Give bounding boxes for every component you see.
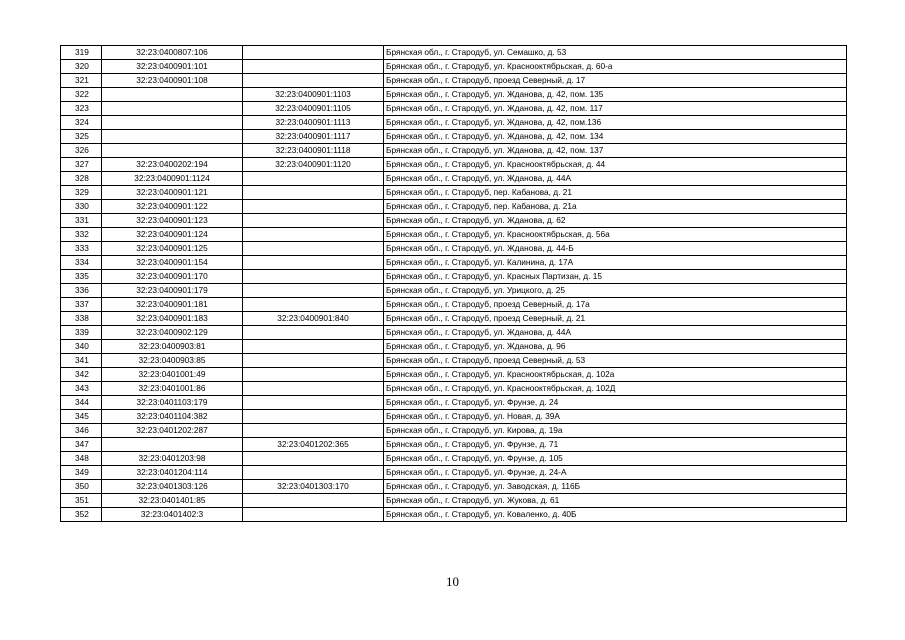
premises-cadastral-number-cell: 32:23:0400901:840 <box>243 312 384 326</box>
cadastral-number-cell: 32:23:0400902:129 <box>102 326 243 340</box>
address-cell: Брянская обл., г. Стародуб, ул. Жданова, д. 44А <box>384 172 847 186</box>
registry-table <box>60 45 847 522</box>
premises-cadastral-number-cell: 32:23:0400901:1118 <box>243 144 384 158</box>
address-cell: Брянская обл., г. Стародуб, ул. Краснооктябрьская, д. 102Д <box>384 382 847 396</box>
address-cell: Брянская обл., г. Стародуб, ул. Новая, д. 39А <box>384 410 847 424</box>
premises-cadastral-number-cell <box>243 172 384 186</box>
cadastral-number-cell <box>102 88 243 102</box>
table-row <box>61 284 847 298</box>
premises-cadastral-number-cell <box>243 396 384 410</box>
premises-cadastral-number-cell <box>243 382 384 396</box>
address-cell: Брянская обл., г. Стародуб, ул. Фрунзе, д. 71 <box>384 438 847 452</box>
table-row <box>61 102 847 116</box>
cadastral-number-cell: 32:23:0400901:123 <box>102 214 243 228</box>
row-number-cell: 328 <box>61 172 102 186</box>
cadastral-number-cell: 32:23:0400807:106 <box>102 46 243 60</box>
table-row <box>61 382 847 396</box>
cadastral-number-cell: 32:23:0401204:114 <box>102 466 243 480</box>
premises-cadastral-number-cell <box>243 340 384 354</box>
cadastral-number-cell: 32:23:0400901:181 <box>102 298 243 312</box>
address-cell: Брянская обл., г. Стародуб, ул. Жданова, д. 62 <box>384 214 847 228</box>
row-number-cell: 331 <box>61 214 102 228</box>
address-cell: Брянская обл., г. Стародуб, ул. Жданова, д. 96 <box>384 340 847 354</box>
row-number-cell: 344 <box>61 396 102 410</box>
cadastral-number-cell: 32:23:0401303:126 <box>102 480 243 494</box>
address-cell: Брянская обл., г. Стародуб, ул. Кирова, д. 19а <box>384 424 847 438</box>
table-row <box>61 228 847 242</box>
address-cell: Брянская обл., г. Стародуб, ул. Коваленко, д. 40Б <box>384 508 847 522</box>
row-number-cell: 329 <box>61 186 102 200</box>
premises-cadastral-number-cell <box>243 452 384 466</box>
table-row <box>61 396 847 410</box>
cadastral-number-cell <box>102 130 243 144</box>
cadastral-number-cell: 32:23:0400901:108 <box>102 74 243 88</box>
row-number-cell: 322 <box>61 88 102 102</box>
address-cell: Брянская обл., г. Стародуб, ул. Фрунзе, д. 24 <box>384 396 847 410</box>
cadastral-number-cell: 32:23:0401103:179 <box>102 396 243 410</box>
table-row <box>61 508 847 522</box>
cadastral-number-cell <box>102 102 243 116</box>
cadastral-number-cell: 32:23:0400901:179 <box>102 284 243 298</box>
address-cell: Брянская обл., г. Стародуб, ул. Калинина, д. 17А <box>384 256 847 270</box>
cadastral-number-cell: 32:23:0400901:121 <box>102 186 243 200</box>
premises-cadastral-number-cell: 32:23:0401303:170 <box>243 480 384 494</box>
table-row <box>61 116 847 130</box>
row-number-cell: 340 <box>61 340 102 354</box>
premises-cadastral-number-cell: 32:23:0400901:1103 <box>243 88 384 102</box>
row-number-cell: 336 <box>61 284 102 298</box>
address-cell: Брянская обл., г. Стародуб, ул. Жданова, д. 44А <box>384 326 847 340</box>
row-number-cell: 337 <box>61 298 102 312</box>
row-number-cell: 341 <box>61 354 102 368</box>
table-row <box>61 214 847 228</box>
cadastral-number-cell: 32:23:0400202:194 <box>102 158 243 172</box>
premises-cadastral-number-cell <box>243 242 384 256</box>
address-cell: Брянская обл., г. Стародуб, ул. Фрунзе, д. 24-А <box>384 466 847 480</box>
row-number-cell: 343 <box>61 382 102 396</box>
table-row <box>61 340 847 354</box>
cadastral-number-cell: 32:23:0400901:124 <box>102 228 243 242</box>
table-row <box>61 312 847 326</box>
premises-cadastral-number-cell <box>243 326 384 340</box>
table-row <box>61 270 847 284</box>
address-cell: Брянская обл., г. Стародуб, ул. Жукова, д. 61 <box>384 494 847 508</box>
cadastral-number-cell: 32:23:0400901:183 <box>102 312 243 326</box>
row-number-cell: 327 <box>61 158 102 172</box>
table-row <box>61 452 847 466</box>
cadastral-number-cell: 32:23:0400901:154 <box>102 256 243 270</box>
row-number-cell: 347 <box>61 438 102 452</box>
premises-cadastral-number-cell <box>243 186 384 200</box>
premises-cadastral-number-cell <box>243 270 384 284</box>
row-number-cell: 323 <box>61 102 102 116</box>
premises-cadastral-number-cell <box>243 494 384 508</box>
premises-cadastral-number-cell <box>243 284 384 298</box>
premises-cadastral-number-cell <box>243 424 384 438</box>
address-cell: Брянская обл., г. Стародуб, ул. Жданова, д. 42, пом. 134 <box>384 130 847 144</box>
address-cell: Брянская обл., г. Стародуб, ул. Краснооктябрьская, д. 102а <box>384 368 847 382</box>
address-cell: Брянская обл., г. Стародуб, ул. Жданова, д. 42, пом. 137 <box>384 144 847 158</box>
cadastral-number-cell: 32:23:0401001:86 <box>102 382 243 396</box>
address-cell: Брянская обл., г. Стародуб, ул. Жданова, д. 44-Б <box>384 242 847 256</box>
cadastral-number-cell: 32:23:0400901:122 <box>102 200 243 214</box>
address-cell: Брянская обл., г. Стародуб, пер. Кабанова, д. 21 <box>384 186 847 200</box>
row-number-cell: 333 <box>61 242 102 256</box>
cadastral-number-cell: 32:23:0400901:101 <box>102 60 243 74</box>
table-row <box>61 298 847 312</box>
table-row <box>61 480 847 494</box>
cadastral-number-cell: 32:23:0401202:287 <box>102 424 243 438</box>
premises-cadastral-number-cell <box>243 466 384 480</box>
address-cell: Брянская обл., г. Стародуб, ул. Заводская, д. 116Б <box>384 480 847 494</box>
table-row <box>61 60 847 74</box>
cadastral-number-cell: 32:23:0401001:49 <box>102 368 243 382</box>
registry-table-body <box>61 46 847 522</box>
table-row <box>61 158 847 172</box>
table-row <box>61 88 847 102</box>
row-number-cell: 324 <box>61 116 102 130</box>
row-number-cell: 335 <box>61 270 102 284</box>
row-number-cell: 351 <box>61 494 102 508</box>
address-cell: Брянская обл., г. Стародуб, ул. Жданова, д. 42, пом. 135 <box>384 88 847 102</box>
cadastral-number-cell: 32:23:0401203:98 <box>102 452 243 466</box>
table-row <box>61 410 847 424</box>
address-cell: Брянская обл., г. Стародуб, проезд Северный, д. 17 <box>384 74 847 88</box>
premises-cadastral-number-cell <box>243 256 384 270</box>
table-row <box>61 186 847 200</box>
table-row <box>61 130 847 144</box>
row-number-cell: 326 <box>61 144 102 158</box>
row-number-cell: 332 <box>61 228 102 242</box>
table-row <box>61 438 847 452</box>
cadastral-number-cell: 32:23:0401104:382 <box>102 410 243 424</box>
table-row <box>61 144 847 158</box>
cadastral-number-cell: 32:23:0400903:85 <box>102 354 243 368</box>
row-number-cell: 334 <box>61 256 102 270</box>
cadastral-number-cell <box>102 144 243 158</box>
premises-cadastral-number-cell <box>243 214 384 228</box>
row-number-cell: 330 <box>61 200 102 214</box>
address-cell: Брянская обл., г. Стародуб, ул. Краснооктябрьская, д. 56а <box>384 228 847 242</box>
address-cell: Брянская обл., г. Стародуб, пер. Кабанова, д. 21а <box>384 200 847 214</box>
table-row <box>61 242 847 256</box>
table-row <box>61 368 847 382</box>
table-row <box>61 354 847 368</box>
table-row <box>61 74 847 88</box>
table-row <box>61 466 847 480</box>
address-cell: Брянская обл., г. Стародуб, ул. Краснооктябрьская, д. 44 <box>384 158 847 172</box>
premises-cadastral-number-cell: 32:23:0400901:1105 <box>243 102 384 116</box>
premises-cadastral-number-cell <box>243 46 384 60</box>
premises-cadastral-number-cell <box>243 74 384 88</box>
row-number-cell: 345 <box>61 410 102 424</box>
cadastral-number-cell: 32:23:0401401:85 <box>102 494 243 508</box>
table-row <box>61 326 847 340</box>
row-number-cell: 320 <box>61 60 102 74</box>
address-cell: Брянская обл., г. Стародуб, ул. Фрунзе, д. 105 <box>384 452 847 466</box>
row-number-cell: 342 <box>61 368 102 382</box>
premises-cadastral-number-cell <box>243 228 384 242</box>
row-number-cell: 346 <box>61 424 102 438</box>
row-number-cell: 339 <box>61 326 102 340</box>
address-cell: Брянская обл., г. Стародуб, ул. Урицкого, д. 25 <box>384 284 847 298</box>
row-number-cell: 325 <box>61 130 102 144</box>
address-cell: Брянская обл., г. Стародуб, проезд Северный, д. 21 <box>384 312 847 326</box>
row-number-cell: 349 <box>61 466 102 480</box>
premises-cadastral-number-cell <box>243 508 384 522</box>
premises-cadastral-number-cell: 32:23:0400901:1120 <box>243 158 384 172</box>
address-cell: Брянская обл., г. Стародуб, ул. Красных Партизан, д. 15 <box>384 270 847 284</box>
row-number-cell: 321 <box>61 74 102 88</box>
address-cell: Брянская обл., г. Стародуб, ул. Жданова, д. 42, пом.136 <box>384 116 847 130</box>
premises-cadastral-number-cell <box>243 410 384 424</box>
cadastral-number-cell <box>102 438 243 452</box>
cadastral-number-cell: 32:23:0400901:125 <box>102 242 243 256</box>
address-cell: Брянская обл., г. Стародуб, ул. Краснооктябрьская, д. 60-а <box>384 60 847 74</box>
premises-cadastral-number-cell <box>243 298 384 312</box>
row-number-cell: 319 <box>61 46 102 60</box>
address-cell: Брянская обл., г. Стародуб, ул. Семашко, д. 53 <box>384 46 847 60</box>
row-number-cell: 338 <box>61 312 102 326</box>
table-row <box>61 46 847 60</box>
row-number-cell: 350 <box>61 480 102 494</box>
table-row <box>61 172 847 186</box>
row-number-cell: 352 <box>61 508 102 522</box>
address-cell: Брянская обл., г. Стародуб, проезд Северный, д. 17а <box>384 298 847 312</box>
premises-cadastral-number-cell <box>243 368 384 382</box>
address-cell: Брянская обл., г. Стародуб, проезд Северный, д. 53 <box>384 354 847 368</box>
premises-cadastral-number-cell <box>243 200 384 214</box>
address-cell: Брянская обл., г. Стародуб, ул. Жданова, д. 42, пом. 117 <box>384 102 847 116</box>
premises-cadastral-number-cell <box>243 354 384 368</box>
premises-cadastral-number-cell: 32:23:0401202:365 <box>243 438 384 452</box>
page-number: 10 <box>446 574 459 589</box>
table-row <box>61 200 847 214</box>
cadastral-number-cell: 32:23:0400901:1124 <box>102 172 243 186</box>
premises-cadastral-number-cell <box>243 60 384 74</box>
cadastral-number-cell: 32:23:0401402:3 <box>102 508 243 522</box>
table-row <box>61 256 847 270</box>
premises-cadastral-number-cell: 32:23:0400901:1117 <box>243 130 384 144</box>
row-number-cell: 348 <box>61 452 102 466</box>
cadastral-number-cell <box>102 116 243 130</box>
premises-cadastral-number-cell: 32:23:0400901:1113 <box>243 116 384 130</box>
cadastral-number-cell: 32:23:0400903:81 <box>102 340 243 354</box>
cadastral-number-cell: 32:23:0400901:170 <box>102 270 243 284</box>
table-row <box>61 424 847 438</box>
table-row <box>61 494 847 508</box>
